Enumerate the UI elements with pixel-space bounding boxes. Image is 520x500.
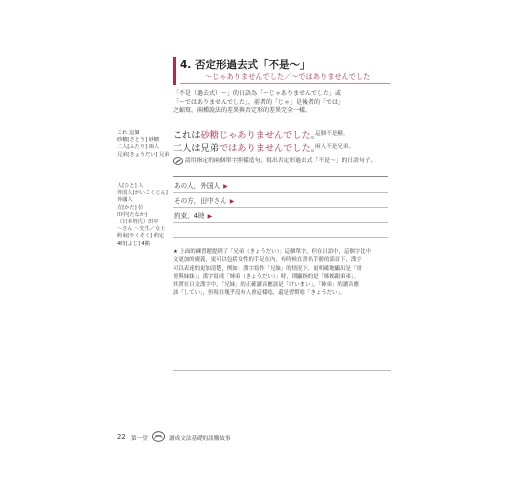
example-japanese [173, 140, 320, 154]
heading-divider [180, 83, 390, 84]
vocab-note: 4時[よじ] 4點 [117, 240, 151, 247]
answer-row[interactable] [173, 193, 388, 208]
book-title: 讀成文法基礎的訊購故事 [169, 436, 231, 442]
note-block [173, 248, 391, 298]
arrow-right-icon: ▶ [223, 183, 228, 190]
vocab-note: 方[かた] 位 [117, 204, 144, 211]
example-japanese [173, 127, 320, 141]
note-line: 文更加的廣義，更可以包括女性的手足在內，有時候在書名手冊的部首下，漢字 [173, 257, 362, 264]
page-number: 22 [117, 433, 126, 441]
intro-line: 之縮寫，兩種說法的差異與否定形的差異完全一樣。 [173, 107, 312, 115]
vocab-note: これ 這個 [117, 130, 140, 136]
answer-prompt [174, 195, 234, 205]
vocab-note: 約束[やくそく] 約定 [117, 233, 165, 240]
vocab-note: 兄弟[きょうだい] 兄弟 [117, 151, 170, 158]
note-line: 其實在日文漢字中，「兄妹」的正確讀音應該是「けいまい」，「姉弟」的讀音應 [173, 282, 359, 289]
intro-line: 「不是（過去式）～」的日語為「～じゃありませんでした」或 [173, 90, 342, 97]
note-line: ★ 上面的練習題提到了「兄弟（きょうだい）」這個單字，但在日語中，這個字比中 [173, 249, 371, 255]
example-text: 二人は兄弟 [173, 143, 219, 154]
answer-words: その方，田中さん [174, 197, 227, 205]
example-sentence [173, 140, 393, 152]
note-line: 可以表達的更加清楚，例如：漢字寫作「兄妹」的情況下，更明確地顯出是「哥 [173, 265, 362, 272]
vocab-notes-group-1 [117, 130, 169, 159]
example-sentence [173, 127, 393, 139]
answer-row[interactable] [173, 178, 388, 193]
note-line: 哥與妹妹」；漢字寫成「姉弟（きょうだい）」時，則顯指的是「姊姊跟弟弟」。 [173, 273, 359, 280]
vocab-note: 外国人[がいこくじん] [117, 190, 168, 197]
vocab-note: 人[ひと] 人 [117, 183, 144, 189]
example-translation: 兩人不是兄弟。 [315, 144, 355, 150]
example-translation: 這個不是糖。 [315, 131, 349, 137]
heading-accent-bar [173, 57, 176, 85]
example-text: 。 [310, 130, 320, 141]
vocab-note: 外國人 [117, 197, 133, 204]
chapter-label: 第一堂 [131, 436, 148, 442]
answer-words: 約束，4時 [174, 212, 205, 220]
arrow-right-icon: ▶ [207, 213, 213, 220]
answer-prompt [174, 180, 228, 190]
answer-row-blank[interactable] [173, 223, 388, 238]
vocab-notes-group-2 [117, 183, 168, 248]
example-highlight: 砂糖じゃありませんでした [200, 130, 311, 141]
note-line: 該「してい」，但現在幾乎沒有人會這樣唸，還是習慣唸「きょうだい」。 [173, 290, 346, 297]
intro-line: 「～ではありませんでした」，前者的「じゃ」是後者的「では」 [173, 98, 345, 106]
vocab-note: 田中[たなか] [117, 211, 147, 218]
exercise-divider [173, 176, 388, 177]
intro-paragraph [173, 90, 388, 116]
vocab-note: ～さん ～先生／女士 [117, 226, 166, 233]
bottom-divider [173, 370, 391, 371]
section-subtitle: ～じゃありませんでした／～ではありませんでした [205, 72, 371, 81]
pencil-icon [173, 157, 183, 165]
section-title: 4. 否定形過去式「不是～」 [180, 59, 311, 71]
answer-row[interactable] [173, 208, 388, 223]
exercise-text: 請用指定的兩個單字照樣造句，寫出否定形過去式「不是～」的日語句子。 [185, 158, 377, 164]
example-highlight: ではありませんでした [218, 143, 311, 154]
example-text: 。 [310, 143, 320, 154]
vocab-note: （日本姓氏）田中 [117, 219, 159, 226]
vocab-note: 二人[ふたり] 兩人 [117, 144, 160, 151]
book-logo-icon [152, 431, 165, 442]
answer-words: あの人，外国人 [174, 182, 221, 190]
arrow-right-icon: ▶ [229, 198, 235, 205]
page-footer [117, 432, 367, 444]
vocab-note: 砂糖[さとう] 砂糖 [117, 137, 160, 144]
section-heading [173, 57, 393, 85]
answer-prompt [174, 210, 212, 220]
example-text: これは [173, 130, 201, 141]
